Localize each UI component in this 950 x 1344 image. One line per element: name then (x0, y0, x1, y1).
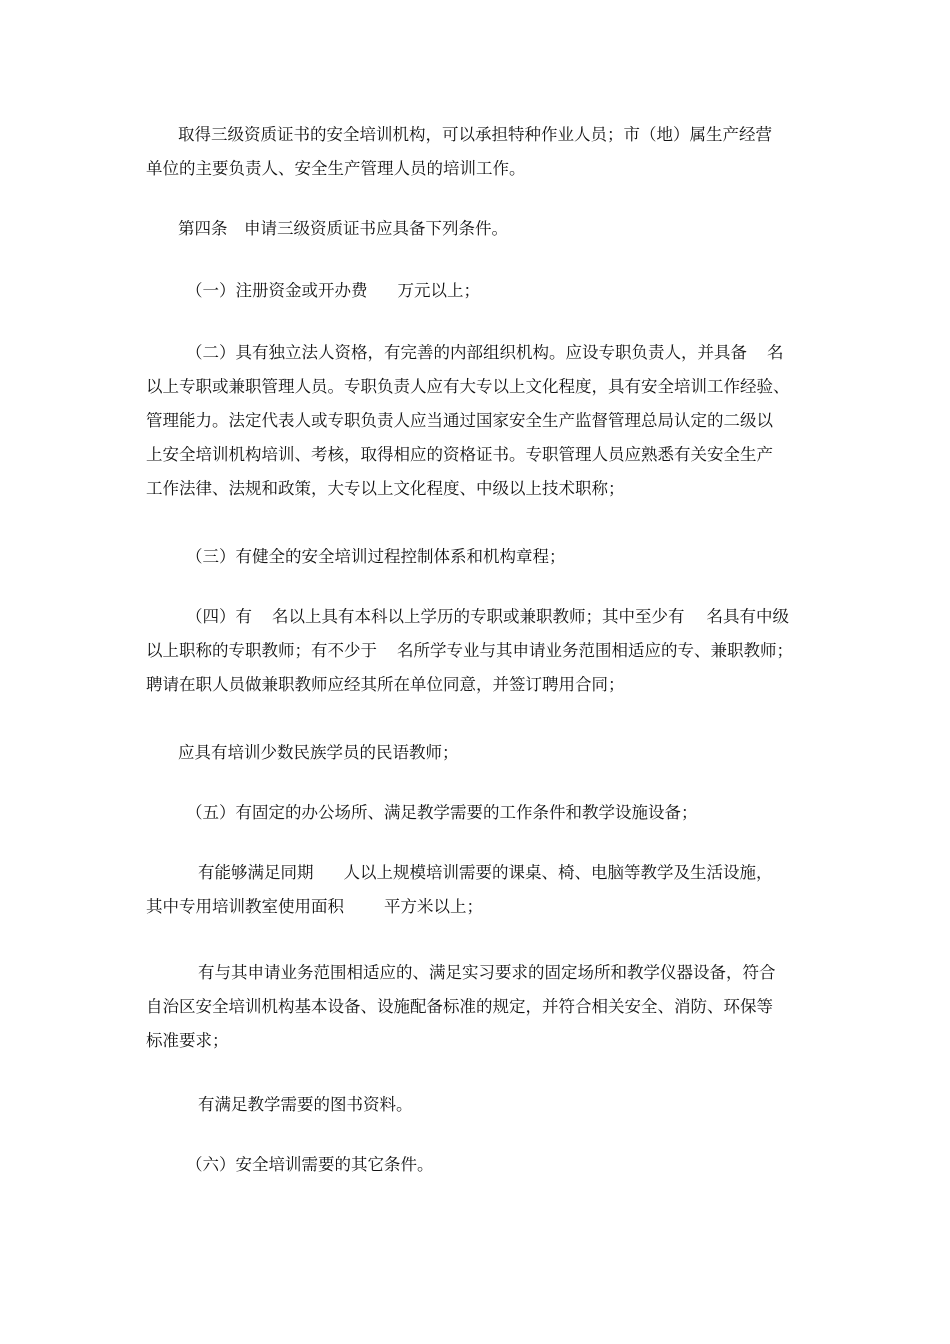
item-4-text-d: 以上职称的专职教师；有不少于 (146, 641, 377, 660)
item-5-b-line-2: 自治区安全培训机构基本设备、设施配备标准的规定，并符合相关安全、消防、环保等 (146, 997, 773, 1016)
item-2-text-a: （二）具有独立法人资格，有完善的内部组织机构。应设专职负责人，并具备 (186, 343, 747, 362)
item-5-a-text-a: 有能够满足同期 (198, 863, 314, 882)
item-5-a-text-b: 人以上规模培训需要的课桌、椅、电脑等教学及生活设施， (343, 863, 773, 882)
item-4-text-a: （四）有 (186, 607, 252, 626)
item-2-line-3: 管理能力。法定代表人或专职负责人应当通过国家安全生产监督管理总局认定的二级以 (146, 411, 773, 430)
item-3: （三）有健全的安全培训过程控制体系和机构章程； (186, 547, 566, 566)
item-1-text-a: （一）注册资金或开办费 (186, 281, 368, 300)
article-4-heading: 第四条 申请三级资质证书应具备下列条件。 (178, 219, 508, 238)
item-4-text-b: 名以上具有本科以上学历的专职或兼职教师；其中至少有 (272, 607, 685, 626)
item-4-text-c: 名具有中级 (706, 607, 789, 626)
item-1 (186, 280, 812, 302)
item-2-text-b: 名 (767, 343, 784, 362)
item-5-c: 有满足教学需要的图书资料。 (198, 1095, 413, 1114)
item-2-line-2: 以上专职或兼职管理人员。专职负责人应有大专以上文化程度，具有安全培训工作经验、 (146, 377, 790, 396)
item-5-a-text-d: 平方米以上； (384, 897, 483, 916)
item-5-a-line-1 (198, 862, 812, 884)
item-5-b-line-1: 有与其申请业务范围相适应的、满足实习要求的固定场所和教学仪器设备，符合 (198, 963, 776, 982)
para-1-line-2: 单位的主要负责人、安全生产管理人员的培训工作。 (146, 159, 526, 178)
item-5: （五）有固定的办公场所、满足教学需要的工作条件和教学设施设备； (186, 803, 698, 822)
item-5-b-line-3: 标准要求； (146, 1031, 229, 1050)
item-2-line-1 (186, 342, 812, 364)
para-1-line-1: 取得三级资质证书的安全培训机构，可以承担特种作业人员；市（地）属生产经营 (178, 125, 772, 144)
item-2-line-4: 上安全培训机构培训、考核，取得相应的资格证书。专职管理人员应熟悉有关安全生产 (146, 445, 773, 464)
item-4-line-2 (146, 640, 812, 662)
item-4-note: 应具有培训少数民族学员的民语教师； (178, 743, 459, 762)
item-4-text-e: 名所学专业与其申请业务范围相适应的专、兼职教师； (397, 641, 793, 660)
item-6: （六）安全培训需要的其它条件。 (186, 1155, 434, 1174)
item-5-a-line-2 (146, 896, 812, 918)
item-4-line-1 (186, 606, 812, 628)
item-1-text-b: 万元以上； (397, 281, 480, 300)
item-4-line-3: 聘请在职人员做兼职教师应经其所在单位同意，并签订聘用合同； (146, 675, 625, 694)
item-2-line-5: 工作法律、法规和政策，大专以上文化程度、中级以上技术职称； (146, 479, 625, 498)
item-5-a-text-c: 其中专用培训教室使用面积 (146, 897, 344, 916)
